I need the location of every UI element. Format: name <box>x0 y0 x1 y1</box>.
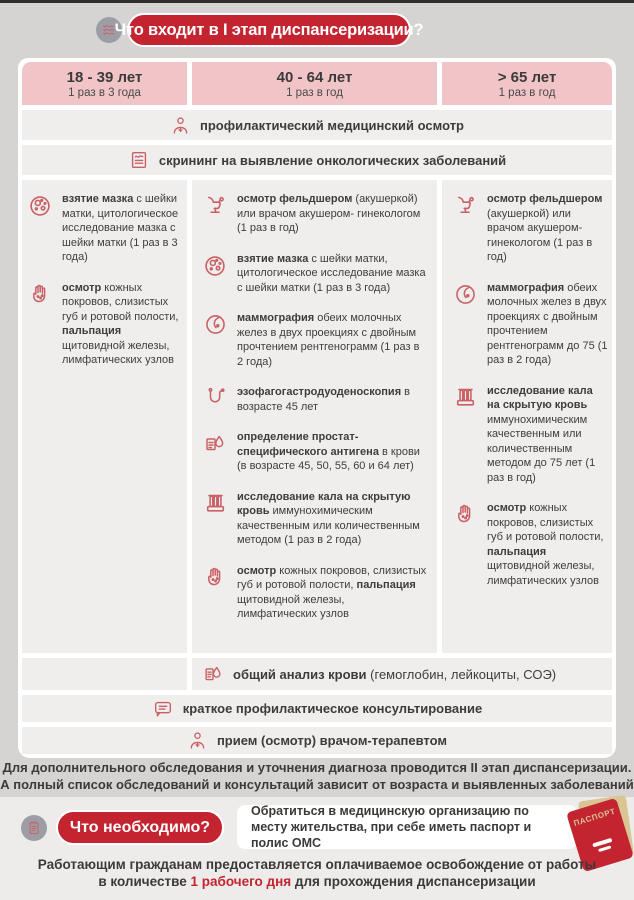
skin-exam-hand-icon <box>450 501 480 588</box>
endoscopy-icon <box>200 385 230 414</box>
age-header-65plus <box>442 62 612 105</box>
age-frequency: 1 раз в год <box>498 86 556 99</box>
smear-cell-icon <box>200 252 230 296</box>
footer-circle <box>21 815 47 841</box>
exam-item-text: маммография обеих молочных желез в двух проекциях с двойным прочтением рентгенограмм (1 раз в 2 года) <box>237 312 420 368</box>
gyn-chair-icon <box>200 192 230 236</box>
therapist-icon <box>187 730 208 751</box>
exam-item-text: осмотр фельдшером (акушеркой) или врачом акушером- гинекологом (1 раз в год) <box>237 193 421 234</box>
main-card <box>18 58 616 758</box>
exam-item <box>200 252 427 296</box>
column-18-39 <box>22 180 187 653</box>
note-line: Для дополнительного обследования и уточнения диагноза проводится II этап диспансеризации. <box>2 760 632 775</box>
passport-label: ПАСПОРТ <box>572 806 617 828</box>
psa-blood-icon <box>200 430 230 474</box>
blood-test-icon <box>202 663 224 685</box>
passport-stripes <box>592 838 614 853</box>
row-blood-test <box>192 658 612 690</box>
row-text: скрининг на выявление онкологических заболеваний <box>158 152 507 168</box>
notepad-icon <box>26 820 42 836</box>
exam-item <box>25 192 182 265</box>
page-title <box>114 13 424 47</box>
age-range: > 65 лет <box>497 68 557 86</box>
row-text: прием (осмотр) врачом-терапевтом <box>216 733 448 748</box>
stage2-note <box>0 760 634 793</box>
work-leave-note <box>0 856 634 890</box>
smear-cell-icon <box>25 192 55 265</box>
benefit-line: Работающим гражданам предоставляется оплачиваемое освобождение от работы <box>37 857 597 872</box>
exam-item-text: взятие мазка с шейки матки, цитологическое исследование мазка с шейки матки (1 раз в 3 года) <box>237 252 426 294</box>
exam-item-text: осмотр кожных покровов, слизистых губ и ротовой полости, пальпация щитовидной железы, лимфатических узлов <box>237 564 427 620</box>
age-header-40-64 <box>192 62 437 105</box>
exam-item-text: осмотр кожных покровов, слизистых губ и ротовой полости, пальпация щитовидной железы, лимфатических узлов <box>62 281 179 366</box>
mammography-icon <box>450 281 480 368</box>
age-frequency: 1 раз в год <box>286 86 343 99</box>
age-header-18-39 <box>22 62 187 105</box>
info-box <box>237 805 577 849</box>
exam-item <box>25 281 182 368</box>
row-oncology-screening <box>22 145 612 175</box>
row-preventive-exam <box>22 110 612 140</box>
row-text: общий анализ крови (гемоглобин, лейкоциты, СОЭ) <box>233 666 557 682</box>
exam-item <box>200 311 427 369</box>
oncology-screening-icon <box>128 149 150 171</box>
footer-band <box>0 797 634 900</box>
stool-test-icon <box>200 490 230 548</box>
row-counseling <box>22 695 612 722</box>
exam-item-text: взятие мазка с шейки матки, цитологическое исследование мазка с шейки матки (1 раз в 3 года) <box>62 193 179 263</box>
what-is-needed-label: Что необходимо? <box>69 818 211 836</box>
mammography-icon <box>200 311 230 369</box>
exam-item <box>450 192 608 265</box>
row-therapist-visit <box>22 727 612 754</box>
skin-exam-hand-icon <box>200 564 230 622</box>
exam-item <box>450 384 608 486</box>
exam-item-text: осмотр фельдшером (акушеркой) или врачом акушером-гинекологом (1 раз в год) <box>487 193 603 263</box>
row-text: краткое профилактическое консультирование <box>182 701 483 716</box>
age-range: 40 - 64 лет <box>276 68 353 86</box>
column-65plus <box>442 180 612 653</box>
age-frequency: 1 раз в 3 года <box>68 86 141 99</box>
column-40-64 <box>192 180 437 653</box>
exam-item <box>450 501 608 588</box>
note-line: А полный список обследований и консультаций зависит от возраста и выявленных заболеваний <box>0 776 634 792</box>
blood-row-empty-cell <box>22 658 187 690</box>
age-range: 18 - 39 лет <box>66 68 143 86</box>
benefit-line: в количестве 1 рабочего дня для прохождения диспансеризации <box>98 874 536 889</box>
exam-item <box>200 192 427 236</box>
exam-item-text: определение простат-специфического антигена в крови (в возрасте 45, 50, 55, 60 и 64 лет) <box>237 431 420 472</box>
counseling-chat-icon <box>152 698 174 720</box>
skin-exam-hand-icon <box>25 281 55 368</box>
exam-item <box>200 385 427 414</box>
row-text: профилактический медицинский осмотр <box>199 117 465 133</box>
exam-item <box>200 564 427 622</box>
exam-item-text: исследование кала на скрытую кровь иммунохимическим качественным или количественным методом до 75 лет (1 раз в год) <box>487 384 596 484</box>
exam-item <box>200 430 427 474</box>
stool-test-icon <box>450 384 480 486</box>
exam-item <box>450 281 608 368</box>
exam-item-text: исследование кала на скрытую кровь иммунохимическим качественным или количественным методом (1 раз в 2 года) <box>237 490 420 546</box>
gyn-chair-icon <box>450 192 480 265</box>
exam-item-text: маммография обеих молочных желез в двух проекциях с двойным прочтением рентгенограмм до 75 (1 раз в 2 года) <box>487 281 608 366</box>
info-box-text: Обратиться в медицинскую организацию по месту жительства, при себе иметь паспорт и полис ОМС <box>251 804 532 850</box>
doctor-icon <box>170 115 191 136</box>
exam-item <box>200 490 427 548</box>
top-dark-strip <box>0 0 634 3</box>
exam-item-text: эзофагогастродуоденоскопия в возрасте 45 лет <box>237 386 411 413</box>
page-title-text: Что входит в I этап диспансеризации? <box>114 20 424 39</box>
exam-item-text: осмотр кожных покровов, слизистых губ и ротовой полости, пальпация щитовидной железы, лимфатических узлов <box>487 502 604 587</box>
what-is-needed-pill <box>56 810 224 845</box>
